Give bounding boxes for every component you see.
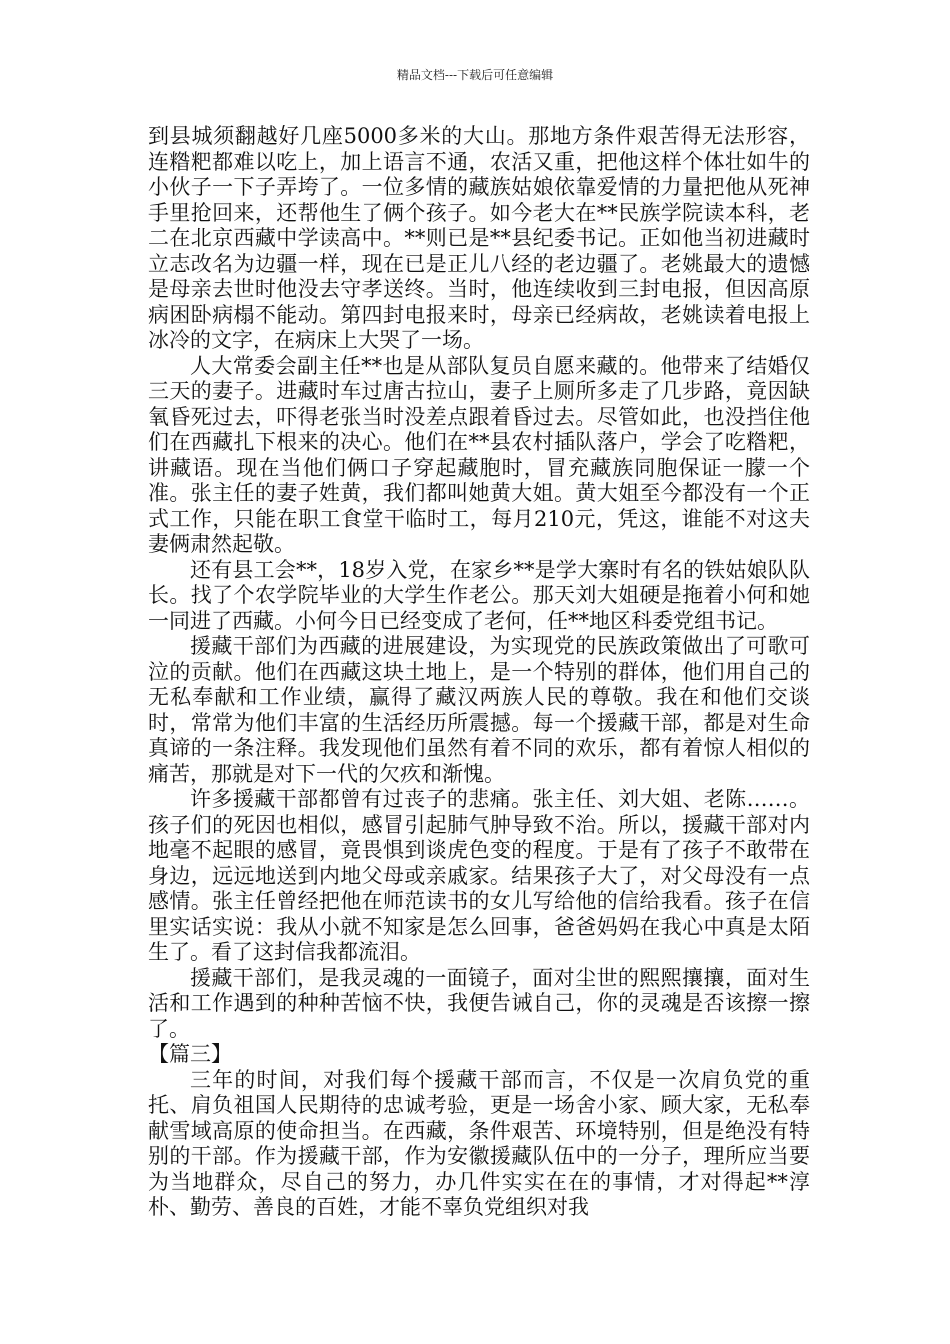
paragraph: 人大常委会副主任**也是从部队复员自愿来藏的。他带来了结婚仅三天的妻子。进藏时车过唐古拉山，妻子上厕所多走了几步路，竟因缺氧昏死过去，吓得老张当时没差点跟着昏过去。尽管如此，也没挡住他们在西藏扎下根来的决心。他们在**县农村插队落户，学会了吃糌粑，讲藏语。现在当他们俩口子穿起藏胞时，冒充藏族同胞保证一朦一个准。张主任的妻子姓黄，我们都叫她黄大姐。黄大姐至今都没有一个正式工作，只能在职工食堂干临时工，每月210元，凭这，谁能不对这夫妻俩肃然起敬。 xyxy=(148,353,810,556)
paragraph: 援藏干部们，是我灵魂的一面镜子，面对尘世的熙熙攘攘，面对生活和工作遇到的种种苦恼不快，我便告诫自己，你的灵魂是否该擦一擦了。 xyxy=(148,965,810,1041)
paragraph: 援藏干部们为西藏的进展建设，为实现党的民族政策做出了可歌可泣的贡献。他们在西藏这块土地上，是一个特别的群体，他们用自己的无私奉献和工作业绩，赢得了藏汉两族人民的尊敬。我在和他们交谈时，常常为他们丰富的生活经历所震撼。每一个援藏干部，都是对生命真谛的一条注释。我发现他们虽然有着不同的欢乐，都有着惊人相似的痛苦，那就是对下一代的欠疚和渐愧。 xyxy=(148,634,810,786)
paragraph: 还有县工会**，18岁入党，在家乡**是学大寨时有名的铁姑娘队队长。找了个农学院毕业的大学生作老公。那天刘大姐硬是拖着小何和她一同进了西藏。小何今日已经变成了老何，任**地区科委党组书记。 xyxy=(148,557,810,633)
paragraph: 到县城须翻越好几座5000多米的大山。那地方条件艰苦得无法形容，连糌粑都难以吃上，加上语言不通，农活又重，把他这样个体壮如牛的小伙子一下子弄垮了。一位多情的藏族姑娘依靠爱情的力量把他从死神手里抢回来，还帮他生了俩个孩子。如今老大在**民族学院读本科，老二在北京西藏中学读高中。**则已是**县纪委书记。正如他当初进藏时立志改名为边疆一样，现在已是正儿八经的老边疆了。老姚最大的遗憾是母亲去世时他没去守孝送终。当时，他连续收到三封电报，但因高原病困卧病榻不能动。第四封电报来时，母亲已经病故，老姚读着电报上冰冷的文字，在病床上大哭了一场。 xyxy=(148,124,810,352)
paragraph: 许多援藏干部都曾有过丧子的悲痛。张主任、刘大姐、老陈……。孩子们的死因也相似，感冒引起肺气肿导致不治。所以，援藏干部对内地毫不起眼的感冒，竟畏惧到谈虎色变的程度。于是有了孩子不敢带在身边，远远地送到内地父母或亲戚家。结果孩子大了，对父母没有一点感情。张主任曾经把他在师范读书的女儿写给他的信给我看。孩子在信里实话实说：我从小就不知家是怎么回事，爸爸妈妈在我心中真是太陌生了。看了这封信我都流泪。 xyxy=(148,787,810,964)
document-body xyxy=(148,124,810,1221)
section-title: 【篇三】 xyxy=(148,1042,232,1066)
paragraph: 三年的时间，对我们每个援藏干部而言，不仅是一次肩负党的重托、肩负祖国人民期待的忠诚考验，更是一场舍小家、顾大家，无私奉献雪域高原的使命担当。在西藏，条件艰苦、环境特别，但是绝没有特别的干部。作为援藏干部，作为安徽援藏队伍中的一分子，理所应当要为当地群众，尽自己的努力，办几件实实在在的事情，才对得起**淳朴、勤劳、善良的百姓，才能不辜负党组织对我 xyxy=(148,1067,810,1219)
page-header: 精品文档---下载后可任意编辑 xyxy=(396,68,554,82)
